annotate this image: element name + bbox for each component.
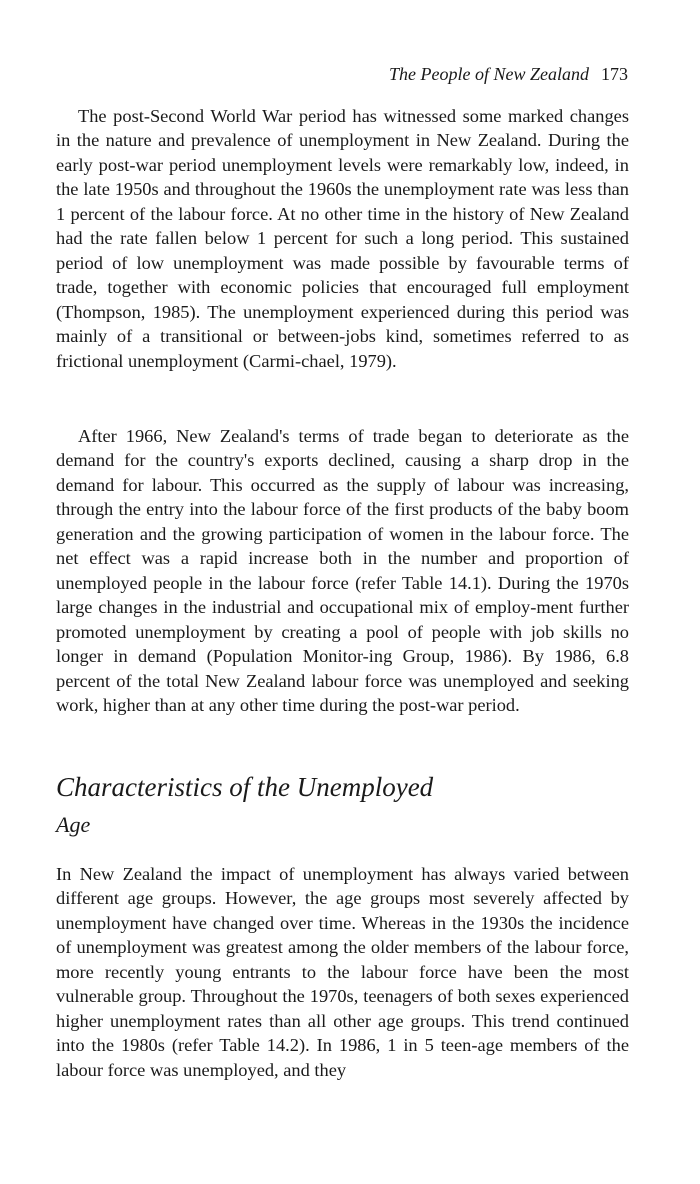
page-number: 173 [601,64,628,84]
paragraph-after-1966: After 1966, New Zealand's terms of trade began to deteriorate as the demand for the country's exports declined, causing a sharp drop in the demand for labour. This occurred as the supply of labour was increasing, through the entry into the labour force of the first products of the baby boom generation and the growing participation of women in the labour force. The net effect was a rapid increase both in the number and proportion of unemployed people in the labour force (refer Table 14.1). During the 1970s large changes in the industrial and occupational mix of employ-ment further promoted unemployment by creating a pool of people with job skills no longer in demand (Population Monitor-ing Group, 1986). By 1986, 6.8 percent of the total New Zealand labour force was unemployed and seeking work, higher than at any other time during the post-war period. [56,426,629,715]
paragraph-age: In New Zealand the impact of unemployment has always varied between different age groups. However, the age groups most severely affected by unemployment have changed over time. Whereas in the 1930s the incidence of unemployment was greatest among the older members of the labour force, more recently young entrants to the labour force have been the most vulnerable group. Throughout the 1970s, teenagers of both sexes experienced higher unemployment rates than all other age groups. This trend continued into the 1980s (refer Table 14.2). In 1986, 1 in 5 teen-age members of the labour force was unemployed, and they [56,864,629,1080]
paragraph-postwar-unemployment: The post-Second World War period has witnessed some marked changes in the nature and prevalence of unemployment in New Zealand. During the early post-war period unemployment levels were remarkably low, indeed, in the late 1950s and throughout the 1960s the unemployment rate was less than 1 percent of the labour force. At no other time in the history of New Zealand had the rate fallen below 1 percent for such a long period. This sustained period of low unemployment was made possible by favourable terms of trade, together with economic policies that encouraged full employment (Thompson, 1985). The unemployment experienced during this period was mainly of a transitional or between-jobs kind, sometimes referred to as frictional unemployment (Carmi-chael, 1979). [56,106,629,371]
subsection-heading: Age [56,812,91,837]
section-heading: Characteristics of the Unemployed [56,772,434,802]
running-head-title: The People of New Zealand [389,64,589,84]
running-head [389,62,628,86]
